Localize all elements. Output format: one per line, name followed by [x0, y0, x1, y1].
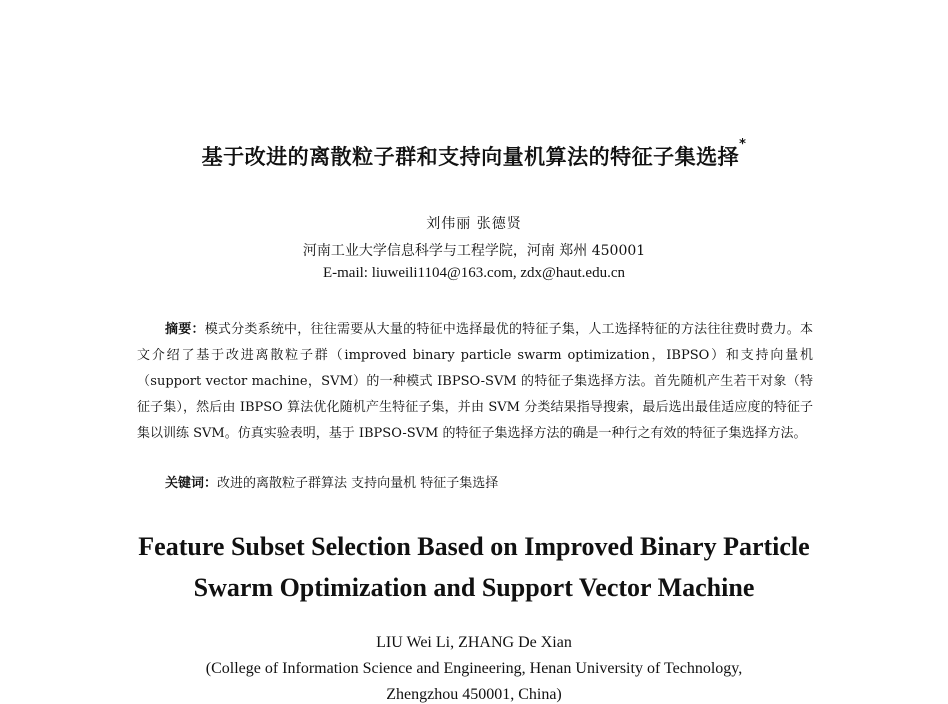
english-affiliation-line-2: Zhengzhou 450001, China) — [386, 686, 562, 703]
english-title-line-1: Feature Subset Selection Based on Improved Binary Particle — [138, 532, 810, 561]
chinese-title — [0, 137, 948, 171]
abstract-text: 模式分类系统中，往往需要从大量的特征中选择最优的特征子集，人工选择特征的方法往往费时费力。本文介绍了基于改进离散粒子群（improved binary particle swarm optimization，IBPSO）和支持向量机（support vector machine，SVM）的一种模式 IBPSO-SVM 的特征子集选择方法。首先随机产生若干对象（特征子集），然后由 IBPSO 算法优化随机产生特征子集，并由 SVM 分类结果指导搜索，最后选出最佳适应度的特征子集以训练 SVM。仿真实验表明，基于 IBPSO-SVM 的特征子集选择方法的确是一种行之有效的特征子集选择方法。 — [137, 322, 813, 441]
abstract-label: 摘要： — [165, 322, 205, 337]
chinese-title-text: 基于改进的离散粒子群和支持向量机算法的特征子集选择 — [201, 145, 740, 169]
chinese-abstract — [137, 317, 813, 447]
keywords-label: 关键词： — [165, 476, 218, 491]
chinese-affiliation: 河南工业大学信息科学与工程学院，河南 郑州 450001 — [302, 243, 646, 259]
keywords-text: 改进的离散粒子群算法 支持向量机 特征子集选择 — [217, 476, 499, 491]
chinese-authors: 刘伟丽 张德贤 — [426, 216, 522, 232]
author-email: E-mail: liuweili1104@163.com, zdx@haut.edu.cn — [322, 265, 625, 281]
english-authors: LIU Wei Li, ZHANG De Xian — [376, 634, 572, 651]
title-footnote-mark: * — [739, 137, 747, 152]
chinese-keywords — [165, 472, 498, 491]
english-title-line-2: Swarm Optimization and Support Vector Machine — [193, 573, 755, 602]
english-affiliation-line-1: (College of Information Science and Engineering, Henan University of Technology, — [205, 660, 743, 677]
